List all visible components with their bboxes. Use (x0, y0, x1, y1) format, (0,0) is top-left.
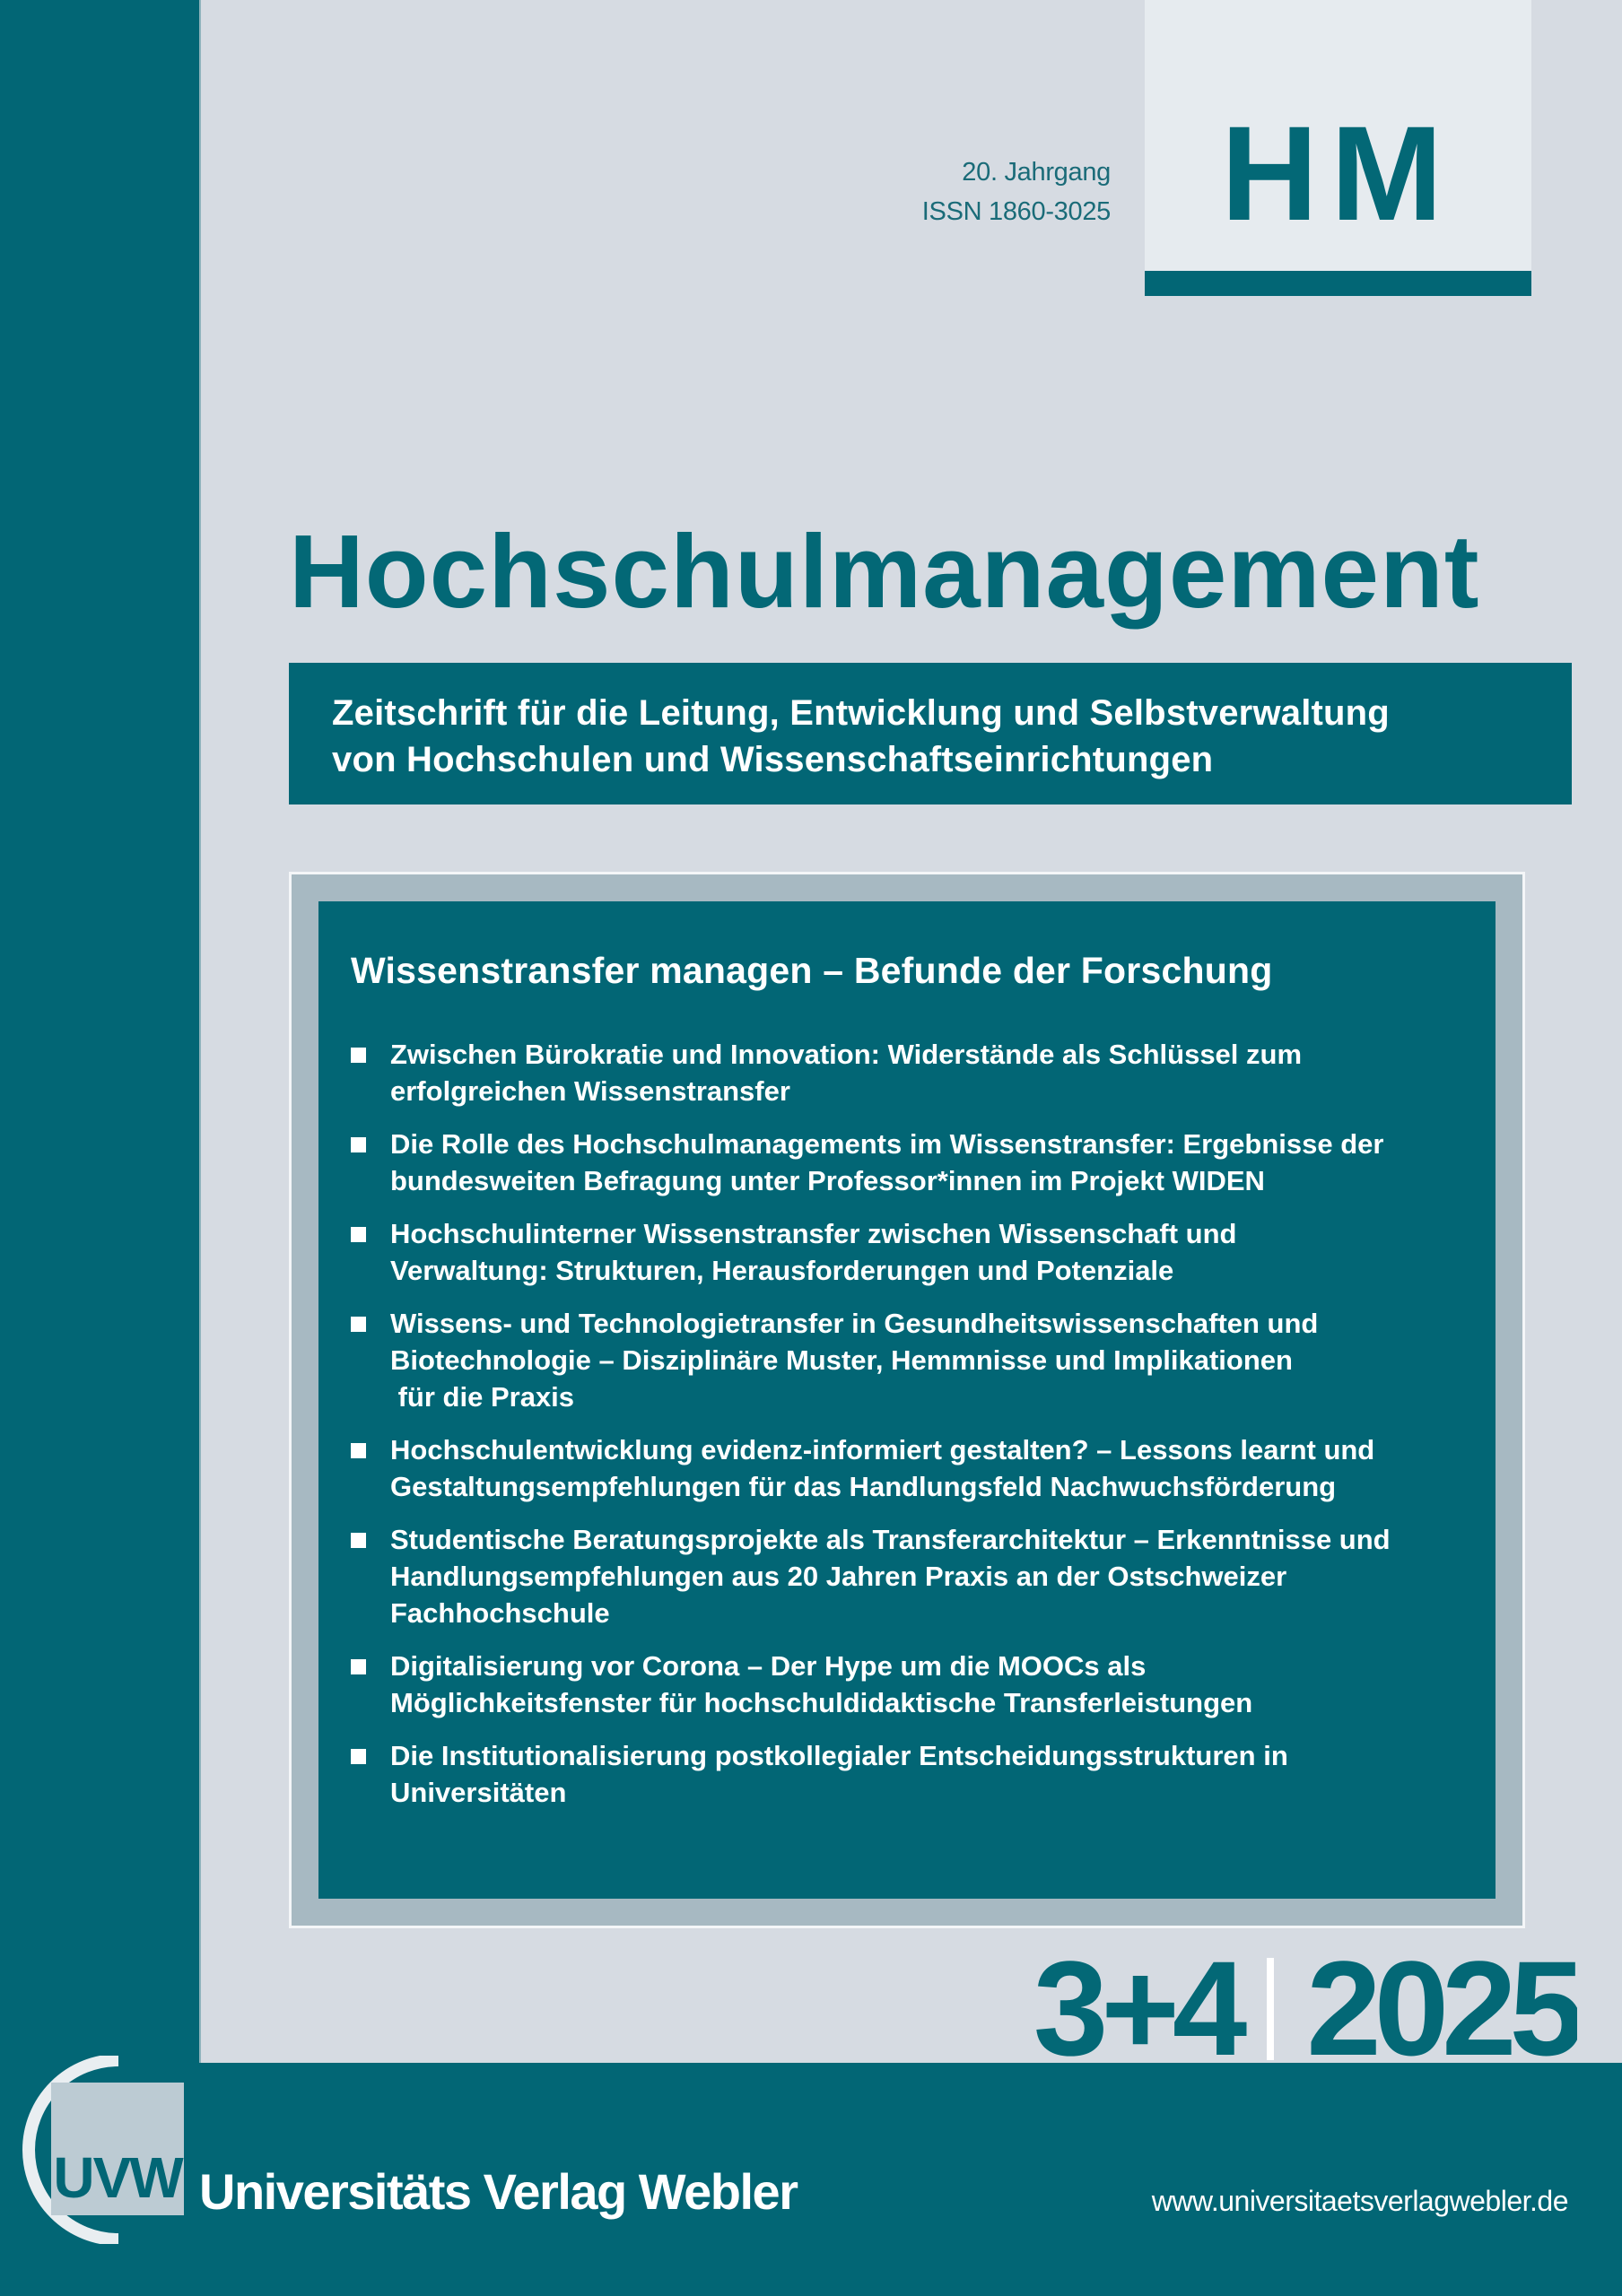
toc-item (351, 1305, 1460, 1415)
toc-item-line: Verwaltung: Strukturen, Herausforderungen und Potenziale (390, 1255, 1174, 1286)
subtitle-line-2: von Hochschulen und Wissenschaftseinrichtungen (332, 740, 1214, 779)
toc-item-line: Hochschulentwicklung evidenz-informiert gestalten? – Lessons learnt und (390, 1434, 1375, 1465)
issue-number-year (1033, 1953, 1577, 2063)
journal-abbrev-badge (1145, 0, 1531, 296)
square-bullet-icon (351, 1659, 366, 1674)
toc-item (351, 1648, 1460, 1721)
square-bullet-icon (351, 1533, 366, 1548)
toc-item-line: Digitalisierung vor Corona – Der Hype um die MOOCs als (390, 1650, 1147, 1682)
issue-year: 2025 (1306, 1953, 1577, 2063)
toc-item-line: Möglichkeitsfenster für hochschuldidaktische Transferleistungen (390, 1687, 1253, 1718)
square-bullet-icon (351, 1749, 366, 1764)
toc-item (351, 1215, 1460, 1289)
toc-item-line: Zwischen Bürokratie und Innovation: Widerstände als Schlüssel zum (390, 1039, 1303, 1070)
square-bullet-icon (351, 1227, 366, 1242)
square-bullet-icon (351, 1443, 366, 1458)
toc-item (351, 1036, 1460, 1109)
feature-panel (318, 901, 1496, 1899)
toc-item-line: Die Institutionalisierung postkollegialer Entscheidungsstrukturen in (390, 1740, 1288, 1771)
toc-item-line: Studentische Beratungsprojekte als Transferarchitektur – Erkenntnisse und (390, 1524, 1391, 1555)
issue-number: 3+4 (1033, 1953, 1241, 2063)
badge-underline-bar (1145, 271, 1531, 296)
toc-item-line: erfolgreichen Wissenstransfer (390, 1075, 790, 1107)
journal-meta (922, 152, 1111, 231)
publisher-url[interactable]: www.universitaetsverlagwebler.de (1151, 2185, 1568, 2217)
subtitle-line-1: Zeitschrift für die Leitung, Entwicklung und Selbstverwaltung (332, 693, 1390, 733)
issue-divider (1267, 1958, 1274, 2060)
journal-abbrev: HM (1220, 98, 1456, 248)
toc-item-line: für die Praxis (390, 1381, 575, 1413)
toc-item-line: Die Rolle des Hochschulmanagements im Wissenstransfer: Ergebnisse der (390, 1128, 1384, 1160)
svg-text:UVW: UVW (53, 2145, 182, 2210)
toc-item-line: Wissens- und Technologietransfer in Gesundheitswissenschaften und (390, 1308, 1319, 1339)
toc-item-line: Gestaltungsempfehlungen für das Handlungsfeld Nachwuchsförderung (390, 1471, 1337, 1502)
toc-item (351, 1126, 1460, 1199)
toc-item (351, 1431, 1460, 1505)
square-bullet-icon (351, 1137, 366, 1152)
journal-title: Hochschulmanagement (289, 513, 1480, 630)
journal-subtitle-box (289, 663, 1572, 804)
toc-item-line: Universitäten (390, 1777, 567, 1808)
square-bullet-icon (351, 1317, 366, 1332)
toc-item-line: Biotechnologie – Disziplinäre Muster, Hemmnisse und Implikationen (390, 1344, 1293, 1376)
toc-item-line: Hochschulinterner Wissenstransfer zwischen Wissenschaft und (390, 1218, 1237, 1249)
toc-item-line: Handlungsempfehlungen aus 20 Jahren Praxis an der Ostschweizer (390, 1561, 1287, 1592)
issn-label: ISSN 1860-3025 (921, 197, 1111, 226)
uvw-logo-icon (20, 2056, 199, 2244)
left-color-stripe (0, 0, 199, 2063)
publisher-name: Universitäts Verlag Webler (199, 2163, 798, 2220)
toc-item (351, 1737, 1460, 1811)
square-bullet-icon (351, 1048, 366, 1063)
toc-item-line: bundesweiten Befragung unter Professor*innen im Projekt WIDEN (390, 1165, 1265, 1196)
toc-item-line: Fachhochschule (390, 1597, 610, 1629)
feature-title: Wissenstransfer managen – Befunde der Forschung (351, 950, 1273, 991)
volume-label: 20. Jahrgang (962, 158, 1111, 187)
toc-item (351, 1521, 1460, 1631)
feature-frame (289, 872, 1525, 1928)
